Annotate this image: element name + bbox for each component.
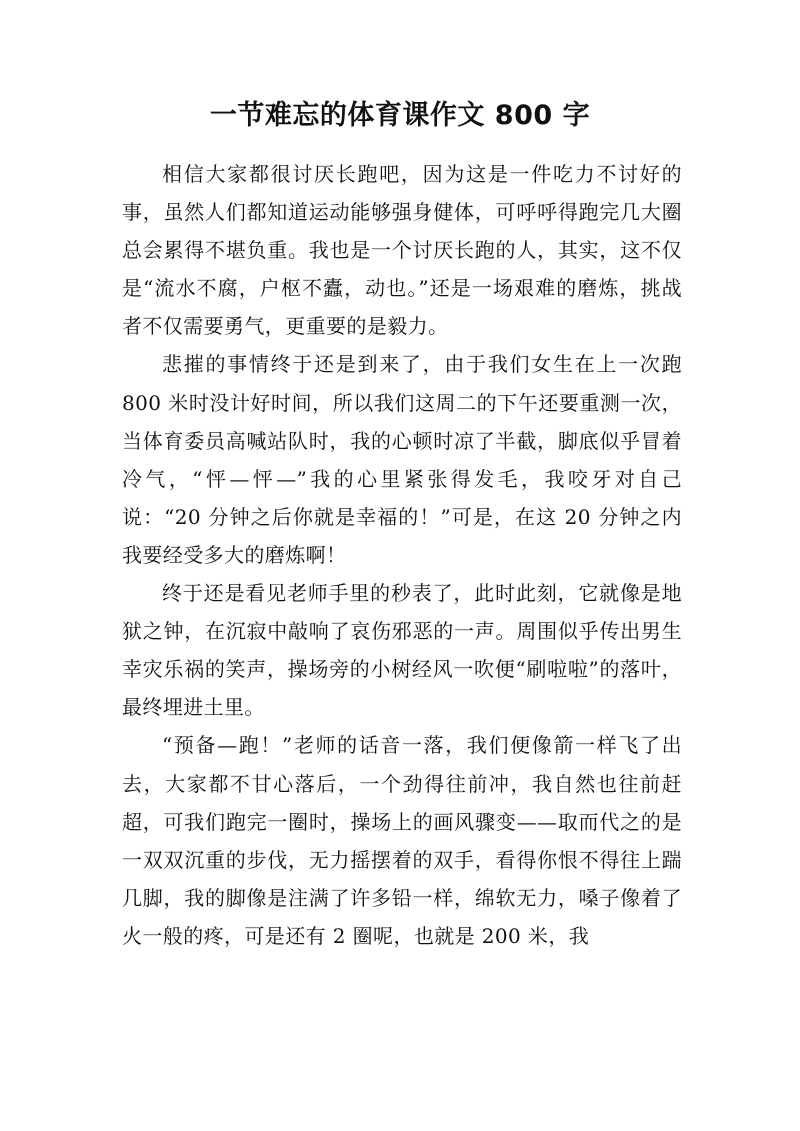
document-title: 一节难忘的体育课作文 800 字 (209, 100, 591, 131)
paragraph: 终于还是看见老师手里的秒表了，此时此刻，它就像是地狱之钟，在沉寂中敲响了哀伤邪恶的一声。周围似乎传出男生幸灾乐祸的笑声，操场旁的小树经风一吹便“刷啦啦”的落叶，最终埋进土里。 (122, 581, 682, 720)
paragraph: 相信大家都很讨厌长跑吧，因为这是一件吃力不讨好的事，虽然人们都知道运动能够强身健体，可呼呼得跑完几大圈总会累得不堪负重。我也是一个讨厌长跑的人，其实，这不仅是“流水不腐，户枢不蠹，动也。”还是一场艰难的磨炼，挑战者不仅需要勇气，更重要的是毅力。 (122, 162, 682, 339)
document-body (122, 155, 682, 955)
paragraph: 悲摧的事情终于还是到来了，由于我们女生在上一次跑 800 米时没计好时间，所以我们这周二的下午还要重测一次，当体育委员高喊站队时，我的心顿时凉了半截，脚底似乎冒着冷气，“怦—怦—”我的心里紧张得发毛，我咬牙对自己说：“20 分钟之后你就是幸福的！”可是，在这 20 分钟之内我要经受多大的磨炼啊！ (122, 352, 682, 567)
paragraph: “预备—跑！”老师的话音一落，我们便像箭一样飞了出去，大家都不甘心落后，一个劲得往前冲，我自然也往前赶超，可我们跑完一圈时，操场上的画风骤变——取而代之的是一双双沉重的步伐，无力摇摆着的双手，看得你恨不得往上踹几脚，我的脚像是注满了许多铅一样，绵软无力，嗓子像着了火一般的疼，可是还有 2 圈呢，也就是 200 米，我 (122, 733, 682, 948)
